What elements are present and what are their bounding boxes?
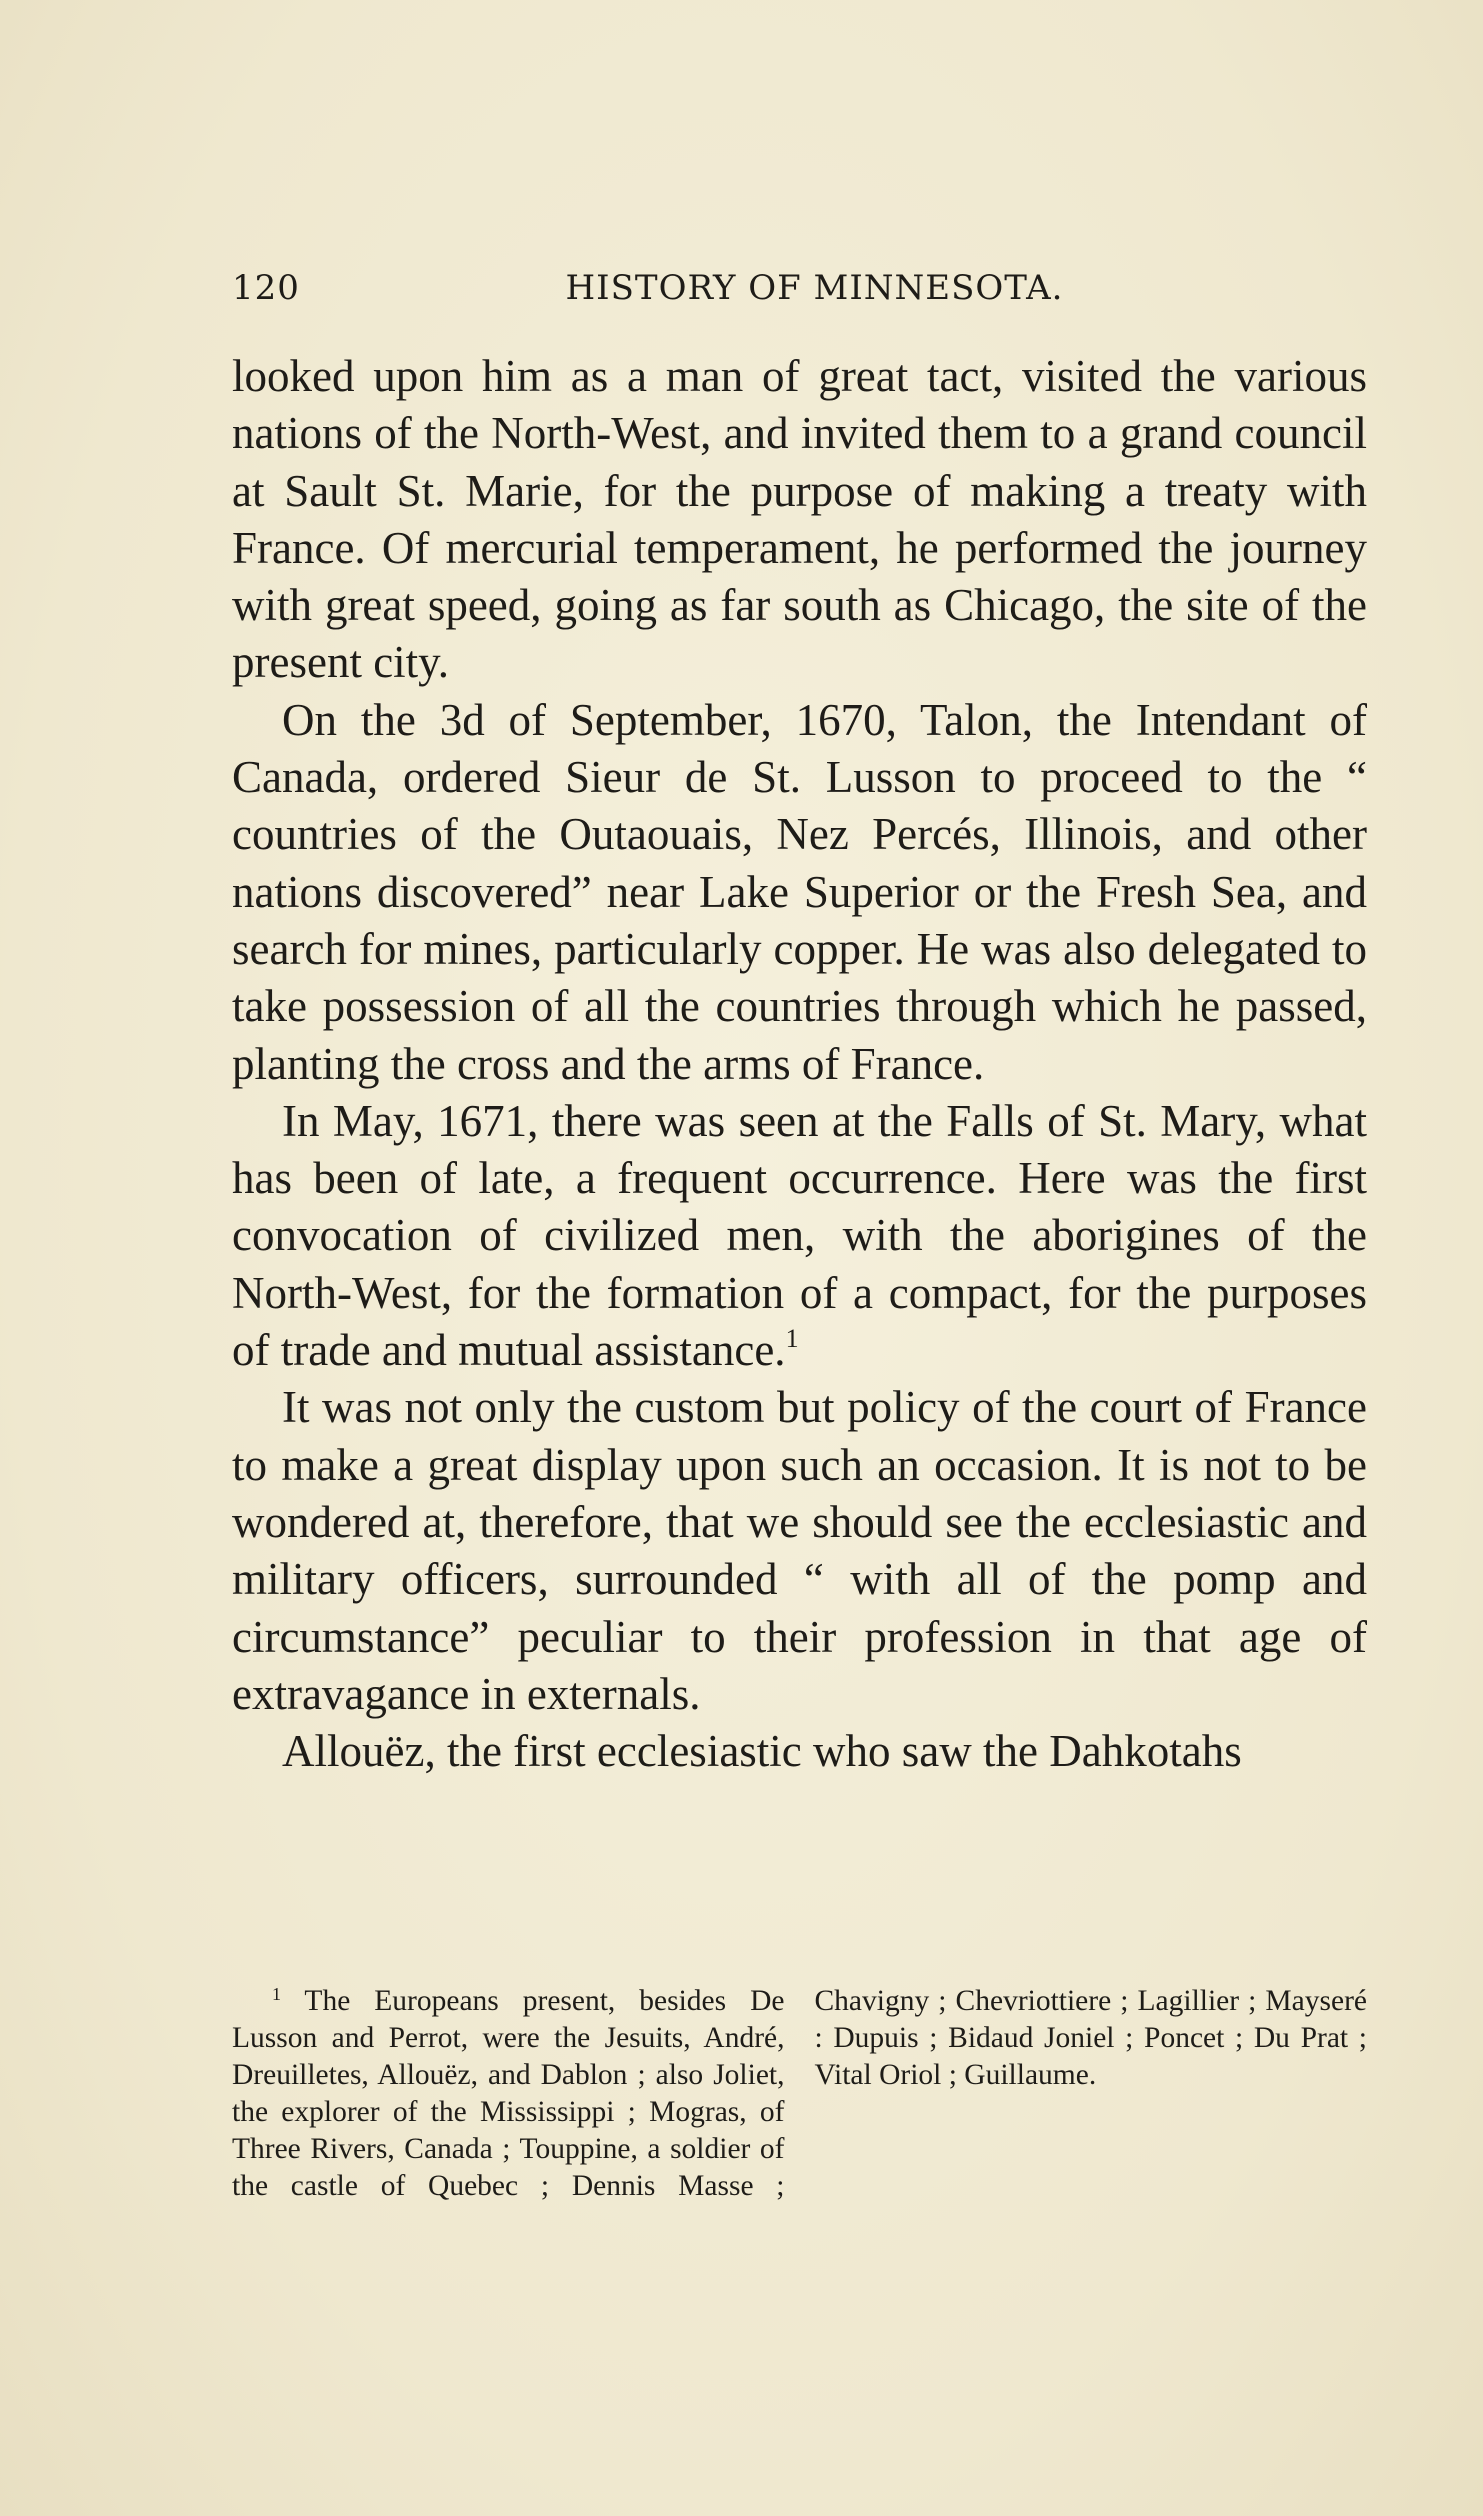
paragraph-1: looked upon him as a man of great tact, visited the various nations of the North-West, and invited them to a grand council at Sault St. Marie, for the purpose of making a treaty with France. Of mercurial temperament, he performed the journey with great speed, going as far south as Chicago, the site of the present city.: [232, 351, 1367, 688]
paragraph-3-text: In May, 1671, there was seen at the Falls of St. Mary, what has been of late, a frequent occurrence. Here was the first convocation of civilized men, with the aborigines of the North-West, for the formation of a compact, for the purposes of trade and mutual assistance.: [232, 1095, 1367, 1376]
footnote-1: [232, 1983, 1367, 2213]
paragraph-3: [232, 1093, 1367, 1379]
footnotes: [232, 1983, 1367, 2213]
body-text: [232, 348, 1367, 1780]
footnote-marker: 1: [272, 1984, 281, 2004]
footnote-reference: 1: [785, 1324, 799, 1354]
paragraph-2: On the 3d of September, 1670, Talon, the Intendant of Canada, ordered Sieur de St. Lusson to proceed to the “ countries of the Outaouais, Nez Percés, Illinois, and other nations discovered” near Lake Superior or the Fresh Sea, and search for mines, particularly copper. He was also delegated to take possession of all the countries through which he passed, planting the cross and the arms of France.: [232, 694, 1367, 1089]
paragraph-4: It was not only the custom but policy of the court of France to make a great display upon such an occasion. It is not to be wondered at, therefore, that we should see the ecclesiastic and military officers, surrounded “ with all of the pomp and circumstance” peculiar to their profession in that age of extravagance in externals.: [232, 1382, 1367, 1719]
page-number: 120: [232, 268, 300, 308]
footnote-text: The Europeans present, besides De Lusson and Perrot, were the Jesuits, André, Dreuilletes, Allouëz, and Dablon ; also Joliet, the explorer of the Mississippi ; Mogras, of Three Rivers, Canada ; Touppine, a soldier of the castle of Quebec ; Dennis Masse ; Chavigny ; Chevriottiere ; Lagillier ; Mayseré : Dupuis ; Bidaud Joniel ; Poncet ; Du Prat ; Vital Oriol ; Guillaume.: [232, 1985, 1367, 2202]
page-header: [232, 268, 1367, 316]
running-title: HISTORY OF MINNESOTA.: [565, 268, 1064, 308]
paragraph-5: Allouëz, the first ecclesiastic who saw the Dahkotahs: [282, 1726, 1242, 1777]
